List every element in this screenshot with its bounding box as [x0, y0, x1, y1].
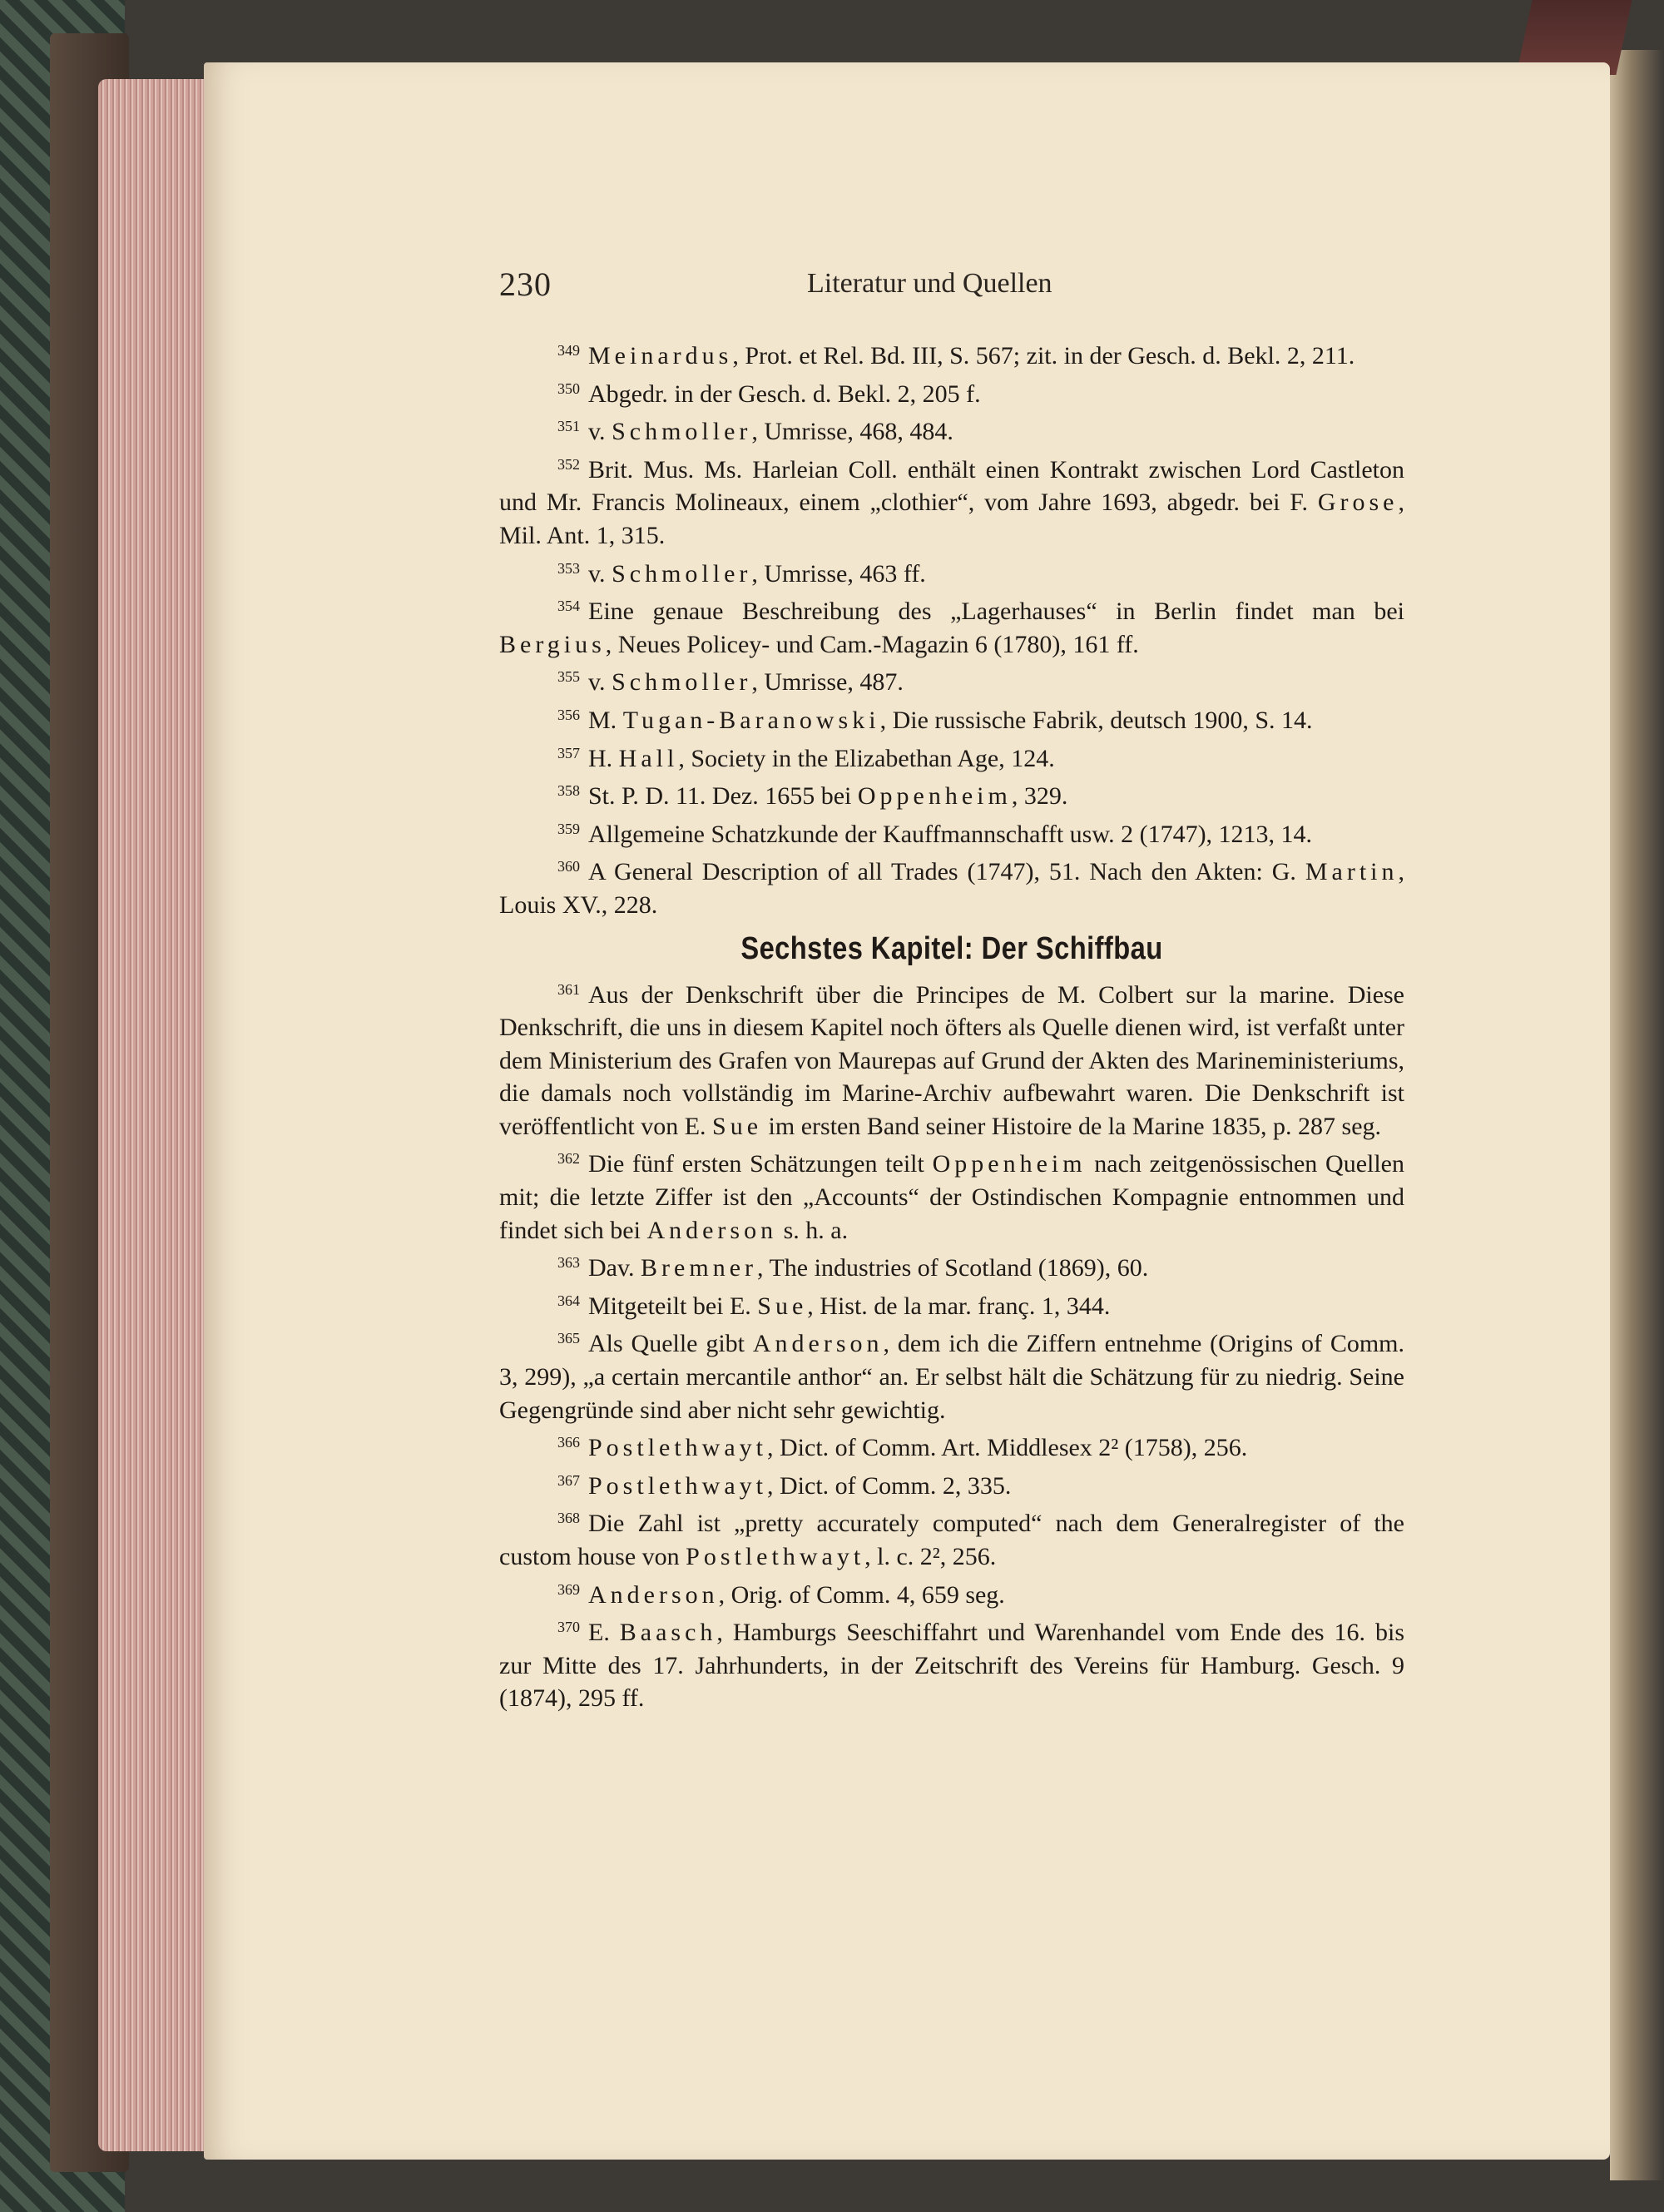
endnote-number: 349: [557, 342, 580, 359]
author-name: Tugan-Baranowski: [622, 706, 880, 734]
author-name: Oppenheim: [932, 1150, 1087, 1178]
page-body: [499, 335, 1404, 1715]
author-name: Oppenheim: [857, 782, 1012, 811]
endnote-text: , Umrisse, 468, 484.: [751, 418, 953, 446]
endnote: [499, 410, 1404, 449]
endnote-text: nach zeitgenössischen Quellen mit; die letzte Ziffer ist den „Accounts“ der Ostindischen Kompagnie entnommen und findet sich bei: [499, 1150, 1404, 1244]
endnote-text: s. h. a.: [777, 1216, 849, 1244]
endnote-number: 360: [557, 858, 580, 875]
endnote-text: , Umrisse, 463 ff.: [751, 559, 926, 588]
endnote: [499, 661, 1404, 699]
endnote-number: 363: [557, 1254, 580, 1272]
endnote-text: , Society in the Elizabethan Age, 124.: [678, 744, 1055, 772]
endnote-text: , Hamburgs Seeschiffahrt und Warenhandel vom Ende des 16. bis zur Mitte des 17. Jahrhunderts, in der Zeitschrift des Vereins für Hamburg. Gesch. 9 (1874), 295 ff.: [499, 1619, 1405, 1713]
endnote-number: 355: [557, 668, 580, 686]
endnote-number: 366: [557, 1434, 580, 1451]
endnote: [499, 553, 1404, 591]
endnote-text: E.: [588, 1619, 620, 1647]
endnote-number: 354: [557, 598, 580, 615]
author-name: Grose: [1317, 489, 1399, 517]
author-name: Schmoller: [612, 668, 752, 697]
author-name: Meinardus: [588, 342, 733, 369]
author-name: Anderson: [588, 1580, 719, 1609]
endnote: [499, 1574, 1404, 1612]
endnote: [499, 737, 1404, 776]
endnote: [499, 974, 1404, 1143]
endnote-number: 358: [557, 782, 580, 800]
endnote-number: 352: [557, 455, 580, 473]
endnote: [499, 1247, 1404, 1285]
endnote-text: Mitgeteilt bei E.: [588, 1292, 758, 1320]
author-name: Sue: [712, 1112, 763, 1140]
endnote-number: 351: [557, 418, 580, 435]
page-header: [499, 265, 1414, 315]
endnote-text: Die Zahl ist „pretty accurately computed“ nach dem Generalregister of the custom house von: [499, 1510, 1404, 1570]
endnote: [499, 1322, 1404, 1426]
author-name: Schmoller: [612, 418, 752, 446]
endnote-text: Als Quelle gibt: [588, 1330, 753, 1358]
endnote: [499, 1143, 1404, 1247]
running-title: Literatur und Quellen: [807, 268, 1052, 299]
endnote-text: , l. c. 2², 256.: [864, 1543, 997, 1570]
endnote-text: Dav.: [588, 1254, 641, 1282]
endnote: [499, 449, 1404, 553]
endnote-number: 362: [557, 1150, 580, 1168]
endnote-number: 350: [557, 379, 580, 397]
endnote-text: Aus der Denkschrift über die Principes de M. Colbert sur la marine. Diese Denkschrift, die uns in diesem Kapitel noch öfters als Quelle dienen wird, ist verfaßt unter dem Ministerium des Grafen von Maurepas auf Grund der Akten des Marineministeriums, die damals noch vollständig im Marine-Archiv aufbewahrt waren. Die Denkschrift ist veröffentlicht von E.: [499, 980, 1404, 1140]
author-name: Postlethwayt: [588, 1434, 767, 1462]
endnote-text: v.: [588, 668, 612, 697]
endnotes-list: [499, 335, 1404, 922]
endnote-text: A General Description of all Trades (1747), 51. Nach den Akten: G.: [588, 858, 1305, 886]
author-name: Hall: [618, 744, 679, 772]
endnote-text: , 329.: [1011, 782, 1068, 811]
endnote-text: , Die russische Fabrik, deutsch 1900, S. 14.: [879, 706, 1313, 734]
endnote: [499, 699, 1404, 737]
author-name: Sue: [757, 1292, 808, 1320]
endnote-text: St. P. D. 11. Dez. 1655 bei: [588, 782, 858, 811]
endnote: [499, 1502, 1404, 1573]
endnote-text: , The industries of Scotland (1869), 60.: [757, 1254, 1149, 1282]
page-number: 230: [499, 265, 552, 303]
endnote-text: , Dict. of Comm. Art. Middlesex 2² (1758), 256.: [767, 1434, 1248, 1462]
endnote-number: 359: [557, 820, 580, 837]
endnote: [499, 373, 1404, 411]
endnote-text: Eine genaue Beschreibung des „Lagerhauses“ in Berlin findet man bei: [588, 598, 1404, 626]
endnote-text: , Orig. of Comm. 4, 659 seg.: [718, 1580, 1005, 1609]
author-name: Baasch: [619, 1619, 717, 1647]
author-name: Postlethwayt: [588, 1471, 767, 1500]
endnote-number: 364: [557, 1292, 580, 1309]
endnote-text: , Neues Policey- und Cam.-Magazin 6 (1780), 161 ff.: [605, 630, 1139, 658]
endnote-text: , Dict. of Comm. 2, 335.: [767, 1471, 1012, 1500]
endnote-text: H.: [588, 744, 619, 772]
endnote-number: 368: [557, 1510, 580, 1527]
endnote-text: , Umrisse, 487.: [751, 668, 904, 697]
endnote-text: Brit. Mus. Ms. Harleian Coll. enthält einen Kontrakt zwischen Lord Castleton und Mr. Francis Molineaux, einem „clothier“, vom Jahre 1693, abgedr. bei F.: [499, 455, 1404, 517]
author-name: Anderson: [752, 1330, 884, 1358]
endnote: [499, 590, 1404, 661]
endnote-number: 367: [557, 1471, 580, 1489]
endnotes-list: [499, 974, 1404, 1715]
endnote-number: 365: [557, 1330, 580, 1347]
endnote: [499, 851, 1404, 921]
author-name: Anderson: [646, 1216, 778, 1244]
endnote: [499, 1426, 1404, 1465]
endnote-number: 361: [557, 980, 580, 998]
endnote-text: , Mil. Ant. 1, 315.: [499, 489, 1404, 549]
author-name: Bremner: [641, 1254, 758, 1282]
endnote-text: , Hist. de la mar. franç. 1, 344.: [807, 1292, 1111, 1320]
right-page-block: [1610, 50, 1664, 2180]
endnote: [499, 1465, 1404, 1503]
endnote: [499, 335, 1404, 373]
endnote-number: 370: [557, 1619, 580, 1636]
endnote-text: Allgemeine Schatzkunde der Kauffmannschafft usw. 2 (1747), 1213, 14.: [588, 820, 1313, 848]
chapter-heading: Sechstes Kapitel: Der Schiffbau: [740, 930, 1163, 966]
endnote: [499, 775, 1404, 813]
endnote: [499, 1285, 1404, 1323]
endnote-text: v.: [588, 418, 612, 446]
endnote-text: v.: [588, 559, 612, 588]
endnote-text: im ersten Band seiner Histoire de la Marine 1835, p. 287 seg.: [762, 1112, 1382, 1140]
endnote-number: 369: [557, 1580, 580, 1598]
endnote-text: Abgedr. in der Gesch. d. Bekl. 2, 205 f.: [588, 379, 981, 408]
endnote: [499, 813, 1404, 851]
endnote-text: Die fünf ersten Schätzungen teilt: [588, 1150, 933, 1178]
endnote-number: 356: [557, 706, 580, 723]
endnote-text: , dem ich die Ziffern entnehme (Origins of Comm. 3, 299), „a certain mercantile anthor“ an. Er selbst hält die Schätzung für zu niedrig. Seine Gegengründe sind aber nicht sehr gewichtig.: [499, 1330, 1404, 1424]
author-name: Martin: [1305, 858, 1399, 886]
endnote-text: , Prot. et Rel. Bd. III, S. 567; zit. in der Gesch. d. Bekl. 2, 211.: [732, 342, 1355, 369]
endnote-text: , Louis XV., 228.: [499, 858, 1404, 919]
author-name: Postlethwayt: [686, 1543, 865, 1570]
endnote: [499, 1611, 1404, 1715]
endnote-number: 357: [557, 744, 580, 761]
endnote-text: M.: [588, 706, 623, 734]
author-name: Schmoller: [612, 559, 752, 588]
page-edges: [98, 79, 208, 2151]
author-name: Bergius: [499, 630, 606, 658]
endnote-number: 353: [557, 559, 580, 577]
